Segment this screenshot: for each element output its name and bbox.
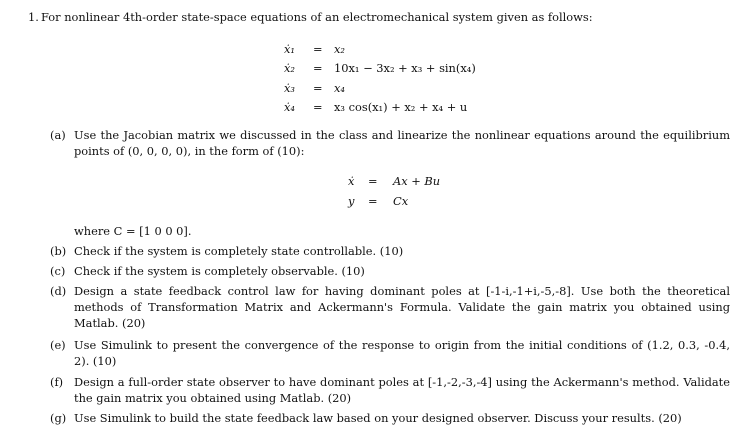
part-g — [50, 410, 730, 426]
part-g-label: (g) — [50, 411, 67, 425]
eq3-op: = — [313, 81, 323, 95]
part-e — [50, 337, 730, 369]
part-b-label: (b) — [50, 244, 67, 258]
part-d-label: (d) — [50, 284, 67, 298]
lin2-rhs: Cx — [393, 194, 409, 208]
eq4-rhs: x₃ cos(x₁) + x₂ + x₄ + u — [334, 100, 468, 114]
eq4-op: = — [313, 100, 323, 114]
eq3-lhs: ẋ₃ — [284, 81, 295, 95]
lin1-lhs: ẋ — [348, 174, 355, 188]
eq4-lhs: ẋ₄ — [284, 100, 295, 114]
part-c-text: Check if the system is completely observable. (10) — [74, 264, 365, 278]
part-b — [50, 243, 730, 259]
part-a-text: Use the Jacobian matrix we discussed in the class and linearize the nonlinear equations around the equilibrium points of (0, 0, 0, 0), in the form of (10): — [74, 128, 730, 158]
lin2-lhs: y — [348, 194, 355, 208]
part-a — [50, 127, 730, 159]
part-e-text: Use Simulink to present the convergence of the response to origin from the initial conditions of (1.2, 0.3, -0.4, 2). (10) — [74, 338, 730, 368]
part-b-text: Check if the system is completely state controllable. (10) — [74, 244, 404, 258]
eq3-rhs: x₄ — [334, 81, 345, 95]
lin1-rhs: Ax + Bu — [393, 174, 441, 188]
lin1-op: = — [368, 174, 378, 188]
part-f — [50, 374, 730, 406]
eq1-lhs: ẋ₁ — [284, 42, 295, 56]
part-f-text: Design a full-order state observer to have dominant poles at [-1,-2,-3,-4] using the Ackermann's method. Validate the gain matrix you obtained using Matlab. (20) — [74, 375, 730, 405]
part-d-text: Design a state feedback control law for having dominant poles at [-1-i,-1+i,-5,-8]. Use both the theoretical methods of Transformation Matrix and Ackermann's Formula. Validate the gain matrix you obtained using Matlab. (20) — [74, 284, 730, 330]
part-f-label: (f) — [50, 375, 64, 389]
part-c — [50, 263, 730, 279]
part-c-label: (c) — [50, 264, 66, 278]
eq1-op: = — [313, 42, 323, 56]
eq2-rhs: 10x₁ − 3x₂ + x₃ + sin(x₄) — [334, 61, 476, 75]
part-a-label: (a) — [50, 128, 66, 142]
part-d — [50, 283, 730, 331]
eq2-op: = — [313, 61, 323, 75]
eq1-rhs: x₂ — [334, 42, 345, 56]
lin2-op: = — [368, 194, 378, 208]
part-e-label: (e) — [50, 338, 66, 352]
where-clause: where C = [1 0 0 0]. — [74, 224, 192, 238]
eq2-lhs: ẋ₂ — [284, 61, 295, 75]
part-g-text: Use Simulink to build the state feedback law based on your designed observer. Discuss your results. (20) — [74, 411, 682, 425]
question-intro: For nonlinear 4th-order state-space equations of an electromechanical system given as follows: — [41, 10, 593, 24]
question-number: 1. — [28, 10, 39, 24]
